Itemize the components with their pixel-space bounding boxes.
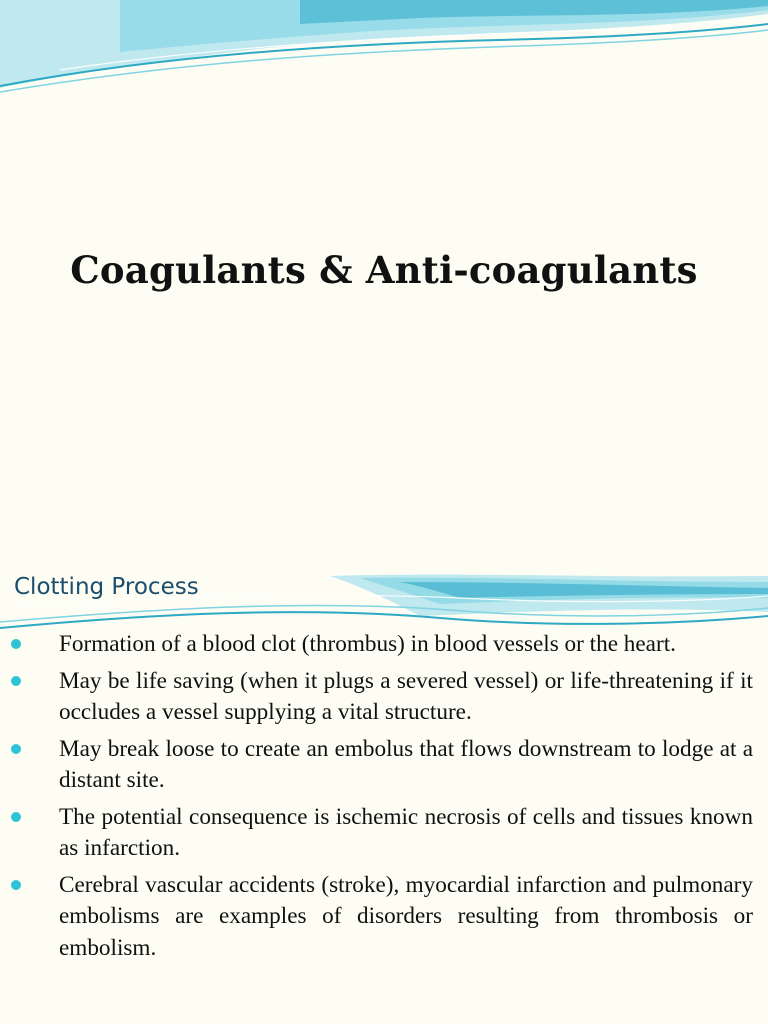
- bullet-icon: [11, 639, 21, 649]
- bullet-text: Cerebral vascular accidents (stroke), myocardial infarction and pulmonary embolisms are examples of disorders resulting from thrombosis or embolism.: [59, 871, 753, 961]
- slide-title: Coagulants & Anti-coagulants: [70, 248, 698, 292]
- list-item: [0, 802, 768, 865]
- bullet-text: The potential consequence is ischemic necrosis of cells and tissues known as infarction.: [59, 803, 753, 861]
- slide-heading: Clotting Process: [14, 574, 199, 600]
- bullet-icon: [11, 812, 21, 822]
- header-wave-decoration: [0, 0, 768, 100]
- bullet-icon: [11, 676, 21, 686]
- bullet-text: May be life saving (when it plugs a severed vessel) or life-threatening if it occludes a vessel supplying a vital structure.: [59, 667, 753, 725]
- bullet-list: [0, 629, 768, 969]
- bullet-text: May break loose to create an embolus that flows downstream to lodge at a distant site.: [59, 735, 753, 793]
- content-slide: [0, 542, 768, 1024]
- bullet-text: Formation of a blood clot (thrombus) in blood vessels or the heart.: [59, 631, 676, 657]
- list-item: [0, 666, 768, 729]
- bullet-icon: [11, 744, 21, 754]
- list-item: [0, 734, 768, 797]
- list-item: [0, 870, 768, 965]
- bullet-icon: [11, 880, 21, 890]
- list-item: [0, 629, 768, 661]
